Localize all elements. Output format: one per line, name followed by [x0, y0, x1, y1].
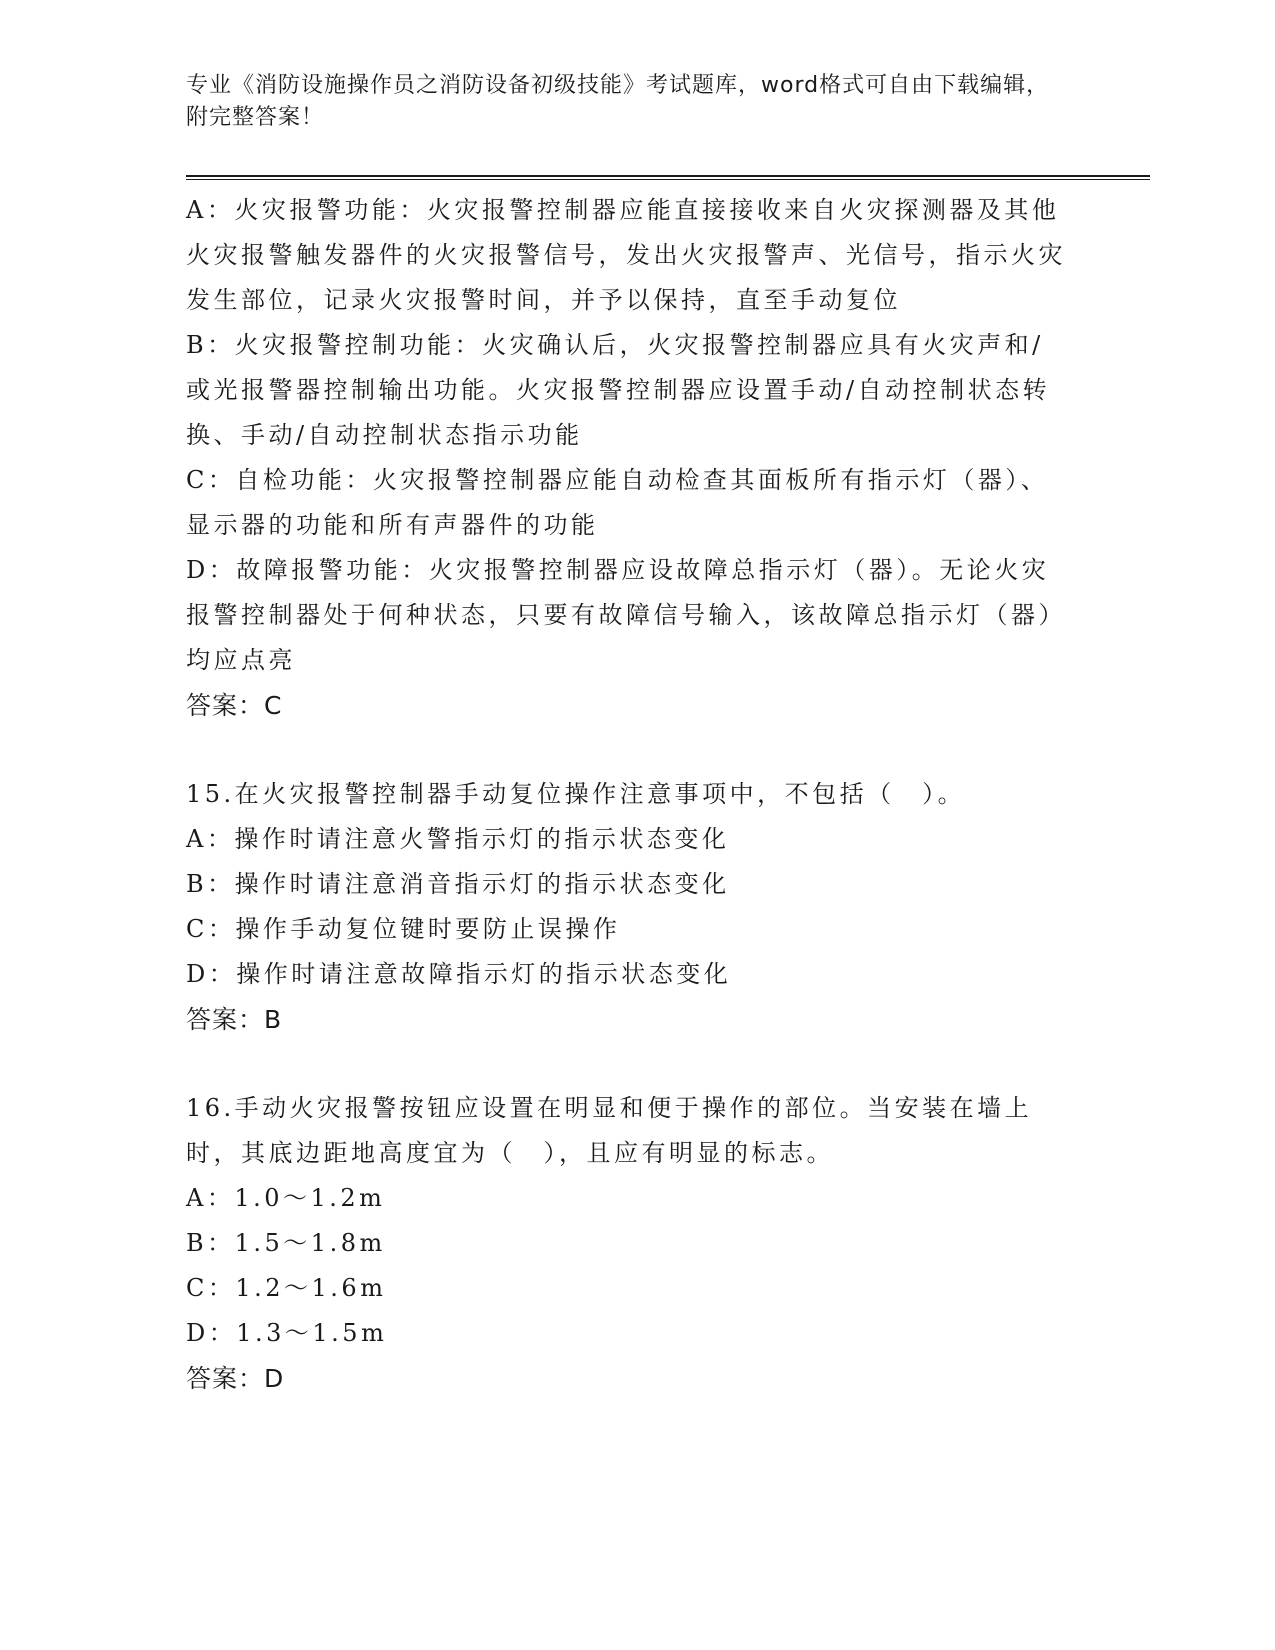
spacer — [186, 728, 1066, 772]
q14-option-a: A：火灾报警功能：火灾报警控制器应能直接接收来自火灾探测器及其他火灾报警触发器件的火灾报警信号，发出火灾报警声、光信号，指示火灾发生部位，记录火灾报警时间，并予以保持，直至手动复位 — [186, 196, 1066, 314]
q16-option-c: C：1.2～1.6m — [186, 1274, 387, 1302]
q14-option-b: B：火灾报警控制功能：火灾确认后，火灾报警控制器应具有火灾声和/或光报警器控制输出功能。火灾报警控制器应设置手动/自动控制状态转换、手动/自动控制状态指示功能 — [186, 331, 1051, 449]
q16-option-b: B：1.5～1.8m — [186, 1229, 386, 1257]
q16-option-a: A：1.0～1.2m — [186, 1184, 386, 1212]
q15-option-a: A：操作时请注意火警指示灯的指示状态变化 — [186, 825, 730, 853]
header-text: 专业《消防设施操作员之消防设备初级技能》考试题库，word格式可自由下载编辑，附完整答案！ — [186, 73, 1050, 130]
question-15-block — [186, 772, 1066, 1042]
document-body — [186, 188, 1066, 1401]
q16-option-d: D：1.3～1.5m — [186, 1319, 388, 1347]
q15-option-c: C：操作手动复位键时要防止误操作 — [186, 915, 621, 943]
q14-option-d: D：故障报警功能：火灾报警控制器应设故障总指示灯（器）。无论火灾报警控制器处于何种状态，只要有故障信号输入，该故障总指示灯（器）均应点亮 — [186, 556, 1066, 674]
q15-question: 15.在火灾报警控制器手动复位操作注意事项中，不包括（ ）。 — [186, 780, 966, 808]
question-14-block — [186, 188, 1066, 728]
spacer — [186, 1042, 1066, 1086]
document-header — [186, 70, 1066, 134]
q16-answer: 答案：D — [186, 1364, 285, 1393]
q16-question: 16.手动火灾报警按钮应设置在明显和便于操作的部位。当安装在墙上时，其底边距地高度宜为（ ），且应有明显的标志。 — [186, 1094, 1033, 1167]
question-16-block — [186, 1086, 1066, 1401]
q14-answer: 答案：C — [186, 691, 283, 720]
q15-answer: 答案：B — [186, 1005, 283, 1034]
header-divider — [186, 175, 1150, 180]
q15-option-b: B：操作时请注意消音指示灯的指示状态变化 — [186, 870, 730, 898]
q15-option-d: D：操作时请注意故障指示灯的指示状态变化 — [186, 960, 732, 988]
q14-option-c: C：自检功能：火灾报警控制器应能自动检查其面板所有指示灯（器）、显示器的功能和所有声器件的功能 — [186, 466, 1049, 539]
